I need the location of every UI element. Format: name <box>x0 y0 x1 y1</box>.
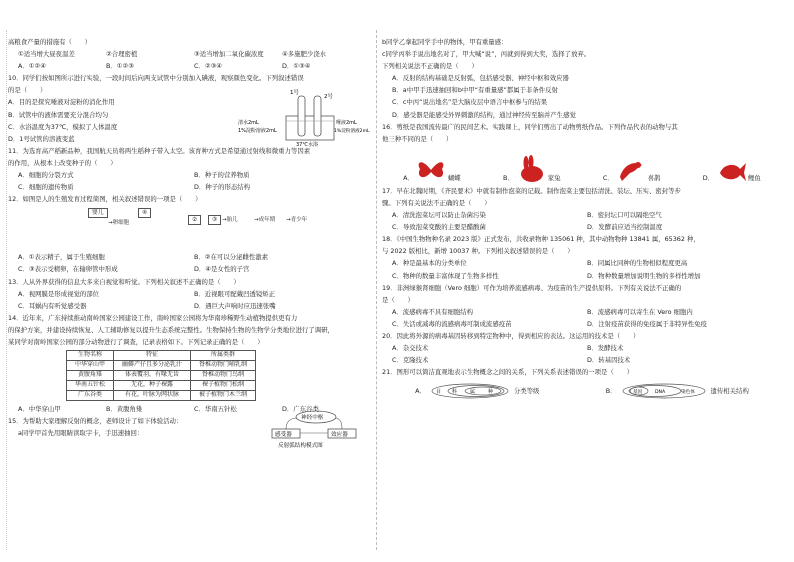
q15-option: D．感受器是能感受外界刺激的结构，通过神经传至脑并产生感觉 <box>392 110 576 119</box>
flow-label: →卵细胞 <box>108 220 130 227</box>
q12-option: D．④是女性的子宫 <box>194 265 250 274</box>
q15-continued: b同学乙拿起同学手中的物体，甲有重量感： <box>382 38 508 46</box>
table-header: 生物名称 <box>67 351 114 361</box>
table-header: 特征 <box>114 351 191 361</box>
flow-box: 婴儿 <box>88 208 108 218</box>
rabbit-icon <box>516 157 546 183</box>
q9-options <box>8 62 370 70</box>
q20-stem: 20．因此将外源的病毒基因转移到特定物种中，得到相应的表达。这运用的技术是（ ） <box>382 331 640 340</box>
table-row <box>67 371 256 381</box>
test-tube-diagram <box>238 88 370 149</box>
q21-option <box>415 383 539 399</box>
taxonomy-nested-diagram <box>430 383 510 399</box>
diagram-caption: 遗传相关结构 <box>710 387 749 396</box>
q11-option: A．细胞的分裂方式 <box>18 171 74 180</box>
diagram-label: 种 <box>487 389 493 396</box>
q14-stem: 某同学对南岭国家公园的部分动物进行了调查，记录表格如下。下列记录正确的是（ ） <box>8 337 264 346</box>
q9-items <box>8 50 370 58</box>
q17-option: B．密封坛口可以隔绝空气 <box>587 211 662 220</box>
q10-option: C．水浴温度为37℃，模拟了人体温度 <box>8 122 118 131</box>
right-column <box>382 38 782 402</box>
q11-option: C．细胞的遗传物质 <box>18 183 74 192</box>
reflex-center-label: 神经中枢 <box>301 415 324 422</box>
table-cell: 中华穿山甲 <box>67 361 114 371</box>
table-row <box>67 391 256 401</box>
diagram-caption: 分类等级 <box>513 387 540 396</box>
q15-continued: 下列相关说法不正确的是（ ） <box>382 62 478 71</box>
q20-option: A．杂交技术 <box>392 344 429 353</box>
q15-block <box>8 415 370 450</box>
q13-option: D．遇巨大声响时应迅速张嘴 <box>194 301 276 310</box>
q18-option: A．种是最基本的分类单位 <box>392 259 467 268</box>
table-cell: 华南五针松 <box>67 381 114 391</box>
option-letter: A． <box>403 174 414 183</box>
q12-option: B．②在可以分泌雌性激素 <box>194 253 269 262</box>
q19-options <box>382 320 782 328</box>
table-cell: 脊椎动物门哺乳纲 <box>191 361 256 371</box>
table-cell: 黄腹角雉 <box>67 371 114 381</box>
left-column <box>8 38 370 450</box>
q13-stem: 13．人从外界获得的信息大多来自视觉和听觉。下列相关叙述不正确的是（ ） <box>8 277 240 286</box>
binding-margin-line <box>6 30 7 550</box>
q12-stem: 12．如图是人的生殖发育过程简图，相关叙述错误的一项是（ ） <box>8 195 202 204</box>
tube-1-content: 1%淀粉溶液2mL <box>238 128 277 135</box>
table-cell: 体表覆羽，有喙无齿 <box>114 371 191 381</box>
q14-stem: 的保护方案，并建设持续恢复、人工辅助修复以提升生态系统完整性。生物保持生物的生物学分类地位进行了调研， <box>8 325 334 334</box>
table-header: 所属类群 <box>191 351 256 361</box>
q9-stem: 高粮食产量的措施有（ ） <box>8 38 92 46</box>
table-cell: 脊椎动物门鸟纲 <box>191 371 256 381</box>
genetics-nested-diagram <box>621 383 707 399</box>
q19-option: B．流感病毒可以寄生在 Vero 细胞内 <box>587 307 693 316</box>
carp-icon <box>716 157 746 183</box>
q9-item: ②合理密植 <box>106 50 138 59</box>
q11-options <box>8 183 370 191</box>
q21-option <box>606 383 749 399</box>
tube-2-content: 1%淀粉溶液2mL <box>334 129 370 135</box>
q19-option: C．失活或减毒的流感病毒可制成流感疫苗 <box>392 319 512 328</box>
paper-cut-option <box>403 147 461 183</box>
q19-option: D．注射疫苗获得的免疫属于非特异性免疫 <box>587 319 707 328</box>
q16-stem: 他三种不同的是（ ） <box>382 134 453 143</box>
option-caption: 蝴蝶 <box>447 174 461 183</box>
q18-option: B．同属比同种的生物相似程度更高 <box>587 259 688 268</box>
reflex-arc-diagram <box>264 409 364 449</box>
table-row <box>67 361 256 371</box>
q18-option: C．物种的数量丰富体现了生物多样性 <box>392 271 499 280</box>
flow-box: ③ <box>208 215 221 225</box>
q18-options <box>382 259 782 267</box>
q13-option: B．近视眼可配戴凹透镜矫正 <box>194 289 276 298</box>
tube-1-content: 清水2mL <box>238 120 259 127</box>
q11-stem: 11．为选育高产稻新品种，我国航天员将两生稻种子带入太空。该育种方式是希望通过射线和微重力等因素 <box>8 146 311 155</box>
q17-option: C．导致泡菜变酸的主要是醋酸菌 <box>392 223 486 232</box>
paper-cut-option <box>603 147 661 183</box>
animal-survey-table <box>66 350 256 401</box>
q9-item: ①适当增大昼夜温差 <box>18 50 75 59</box>
table-cell: 广东谷类 <box>67 391 114 401</box>
q9-option: C．②③④ <box>194 62 223 71</box>
q10-stem: 10．同学们按如图所示进行实验，一段时间后向两支试管中分别加入碘液，观察颜色变化。下列叙述错误 <box>8 74 304 83</box>
q9-option: B．①②③ <box>106 62 134 71</box>
q14-stem: 14．近年来，广东持续推动南岭国家公园建设工作，南岭国家公园将为华南珍稀野生动植物提供更有力 <box>8 313 298 322</box>
q12-options <box>8 253 370 261</box>
q10-stem: 的是（ ） <box>8 86 47 95</box>
reproduction-flow-diagram <box>8 207 370 251</box>
flow-label: →成年期 <box>254 217 276 224</box>
q15-option: C．c中丙“说出地名”是大脑皮层中语言中枢参与的结果 <box>392 98 548 107</box>
q9-item: ④多施肥少浇水 <box>282 50 327 59</box>
q17-option: A．清洗泡菜坛可以防止杂菌污染 <box>392 211 486 220</box>
q18-stem: 与 2022 版相比，新增 10037 种。下列相关叙述错误的是（ ） <box>382 247 574 256</box>
q14-option: B．黄腹角雉 <box>106 405 143 414</box>
tube-2-label: 2号 <box>324 94 333 101</box>
option-caption: 家兔 <box>547 174 561 183</box>
q15-option: B．a中甲手迅速抽回和b中甲“有重量感”都属于非条件反射 <box>392 86 558 95</box>
q10-block <box>8 74 370 149</box>
q19-option: A．流感病毒不具有细胞结构 <box>392 307 474 316</box>
paper-cut-option <box>703 147 761 183</box>
q17-options <box>382 223 782 231</box>
table-cell: 有花，叶脉为网状脉 <box>114 391 191 401</box>
q19-stem: 是（ ） <box>382 295 414 304</box>
q14-option: A．中华穿山甲 <box>18 405 61 414</box>
q15-stem: 15．为帮助大家理解反射的概念，老师设计了如下体验活动： <box>8 417 183 426</box>
receptor-label: 感受器 <box>275 432 292 439</box>
column-divider <box>376 30 377 550</box>
q19-stem: 19．非洲绿猴肾细胞（Vero 细胞）可作为培养流感病毒、为疫苗的生产提供原料。下列有关说法不正确的 <box>382 283 682 292</box>
q18-option: D．物种数量增加说明生物的多样性增加 <box>587 271 701 280</box>
flow-label: →胎儿 <box>222 217 238 224</box>
q20-options <box>382 356 782 364</box>
q13-options <box>8 302 370 310</box>
q10-option: D．1号试管的溶液变蓝 <box>8 134 75 143</box>
table-row <box>67 351 256 361</box>
q15-stem: a同学甲首先用眼睛读取字卡，手迅速抽回： <box>18 429 144 438</box>
q10-option: A．目的是探究唾液对淀粉的消化作用 <box>8 98 115 107</box>
paper-cut-options <box>382 147 782 183</box>
diagram-label: 目 <box>435 389 441 396</box>
q21-stem: 21．图形可以简洁直观地表示生物概念之间的关系，下列关系表述错误的一项是（ ） <box>382 368 633 377</box>
q20-option: C．克隆技术 <box>392 356 429 365</box>
option-caption: 鲤鱼 <box>748 174 761 183</box>
q17-options <box>382 211 782 219</box>
tube-1-label: 1号 <box>290 90 299 97</box>
q17-stem: 骤。下列有关说法不正确的是（ ） <box>382 198 491 207</box>
table-cell: 裸子植物门松纲 <box>191 381 256 391</box>
q17-option: D．发酵前应适当控制温度 <box>587 223 663 232</box>
q12-option: C．③表示受精卵，在输卵管中形成 <box>18 265 118 274</box>
q11-option: D．种子的形态结构 <box>194 183 251 192</box>
flow-box: ④ <box>138 208 151 218</box>
table-cell: 无花，种子裸露 <box>114 381 191 391</box>
q13-options <box>8 290 370 298</box>
diagram-label: 基因 <box>632 390 642 396</box>
effector-label: 效应器 <box>331 432 348 439</box>
option-letter: C． <box>602 174 614 183</box>
butterfly-icon <box>416 157 446 183</box>
q15-option: A．反射的结构基础是反射弧，包括感受器、神经中枢和效应器 <box>392 74 569 83</box>
q11-stem: 的作用，从根本上改变种子的（ ） <box>8 158 117 167</box>
magpie-icon <box>616 157 646 183</box>
option-letter: B． <box>502 174 514 183</box>
option-letter: A． <box>415 387 426 396</box>
q15-continued: c同学丙举手说出地名对了，甲大喊“说”，丙就到得到大奖，选择了放弃。 <box>382 50 591 59</box>
q12-options <box>8 265 370 273</box>
option-caption: 喜鹊 <box>647 174 661 183</box>
flow-box: ② <box>188 215 201 225</box>
q20-option: D．转基因技术 <box>587 356 631 365</box>
paper-cut-option <box>503 147 561 183</box>
q11-option: B．种子的营养物质 <box>194 171 250 180</box>
q20-options <box>382 344 782 352</box>
q18-options <box>382 272 782 280</box>
q17-stem: 17．早在北魏时期，《齐民要术》中就有制作泡菜的记载。制作泡菜主要包括清洗、装坛、压实、密封等步 <box>382 186 681 195</box>
option-letter: D． <box>702 174 715 183</box>
diagram-label: 染色体 <box>680 390 695 396</box>
q12-option: A．①表示精子，属于生殖细胞 <box>18 253 105 262</box>
q19-options <box>382 308 782 316</box>
q14-option: C．华南五针松 <box>194 405 237 414</box>
q11-options <box>8 171 370 179</box>
q10-option: B．试管中的液体需要充分混合均匀 <box>8 110 109 119</box>
table-cell: 被子植物门木兰纲 <box>191 391 256 401</box>
q18-stem: 18．《中国生物物种名录 2023 版》正式发布，共收录物种 135061 种，其中动物物种 13841 属，65362 种， <box>382 235 700 244</box>
q9-option: D．①③④ <box>282 62 311 71</box>
table-row <box>67 381 256 391</box>
q20-option: B．发酵技术 <box>587 344 624 353</box>
q16-stem: 16．剪纸是我国流传最广的民间艺术。实践课上，同学们剪出了动物剪纸作品。下列作品代表的动物与其 <box>382 122 678 131</box>
reflex-caption: 反射弧结构模式图 <box>278 443 323 450</box>
diagram-label: 科 <box>451 389 457 396</box>
tube-2-content: 唾液2mL <box>336 120 357 127</box>
diagram-label: 属 <box>469 389 475 396</box>
q9-item: ③适当增加二氧化碳浓度 <box>194 50 264 59</box>
diagram-label: DNA <box>654 390 665 396</box>
flow-label: →青少年 <box>286 217 308 224</box>
q13-option: A．视网膜是形成视觉的部位 <box>18 289 100 298</box>
q14-option: D．广东谷类 <box>282 405 319 414</box>
table-cell: 幽僻产仔且多分泌乳汁 <box>114 361 191 371</box>
q13-option: C．耳蜗内有听觉感受器 <box>18 301 87 310</box>
q9-option: A．①②④ <box>18 62 46 71</box>
q21-options <box>382 380 782 402</box>
option-letter: B． <box>605 387 617 396</box>
water-bath-label: 37℃水浴 <box>296 142 318 149</box>
